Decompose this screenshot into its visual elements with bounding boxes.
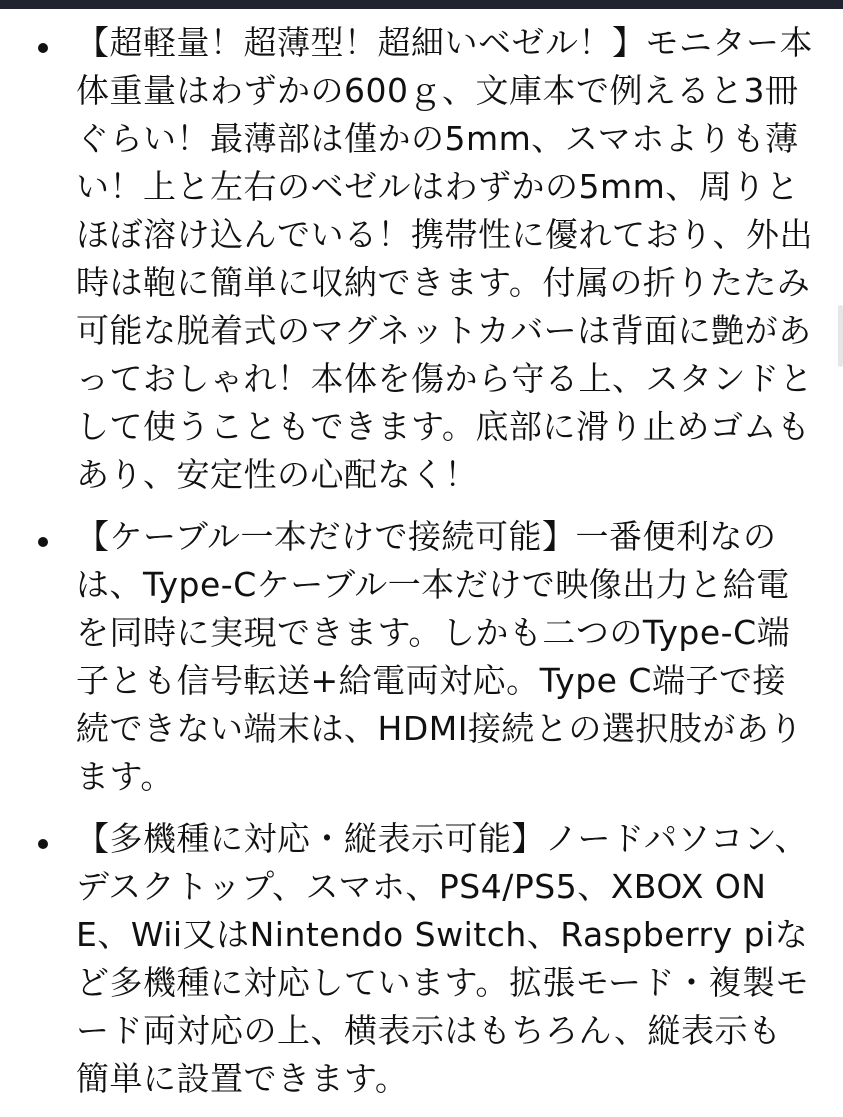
scrollbar-thumb[interactable] <box>838 305 843 367</box>
feature-description: 【多機種に対応・縦表示可能】ノードパソコン、デスクトップ、スマホ、PS4/PS5、XBOX ONE、Wii又はNintendo Switch、Raspberry piなど多機種に対応しています。拡張モード・複製モード両対応の上、横表示はもちろん、縦表示も簡単に設置できます。 <box>76 819 810 1098</box>
feature-description: 【超軽量！超薄型！超細いベゼル！】モニター本体重量はわずかの600ｇ、文庫本で例えると3冊ぐらい！最薄部は僅かの5mm、スマホよりも薄い！上と左右のベゼルはわずかの5mm、周りとほぼ溶け込んでいる！携帯性に優れており、外出時は鞄に簡単に収納できます。付属の折りたたみ可能な脱着式のマグネットカバーは背面に艶があっておしゃれ！本体を傷から守る上、スタンドとして使うこともできます。底部に滑り止めゴムもあり、安定性の心配なく！ <box>76 23 813 494</box>
bullet-icon <box>38 839 48 849</box>
feature-description: 【ケーブル一本だけで接続可能】一番便利なのは、Type-Cケーブル一本だけで映像出力と給電を同時に実現できます。しかも二つのType-C端子とも信号転送+給電両対応。Type C端子で接続できない端末は、HDMI接続との選択肢があります。 <box>76 517 803 796</box>
feature-bullet-list <box>0 19 843 1117</box>
list-item <box>0 513 843 801</box>
list-item <box>0 19 843 499</box>
bullet-icon <box>38 43 48 53</box>
bullet-icon <box>38 537 48 547</box>
list-item <box>0 815 843 1103</box>
top-status-bar <box>0 0 843 9</box>
